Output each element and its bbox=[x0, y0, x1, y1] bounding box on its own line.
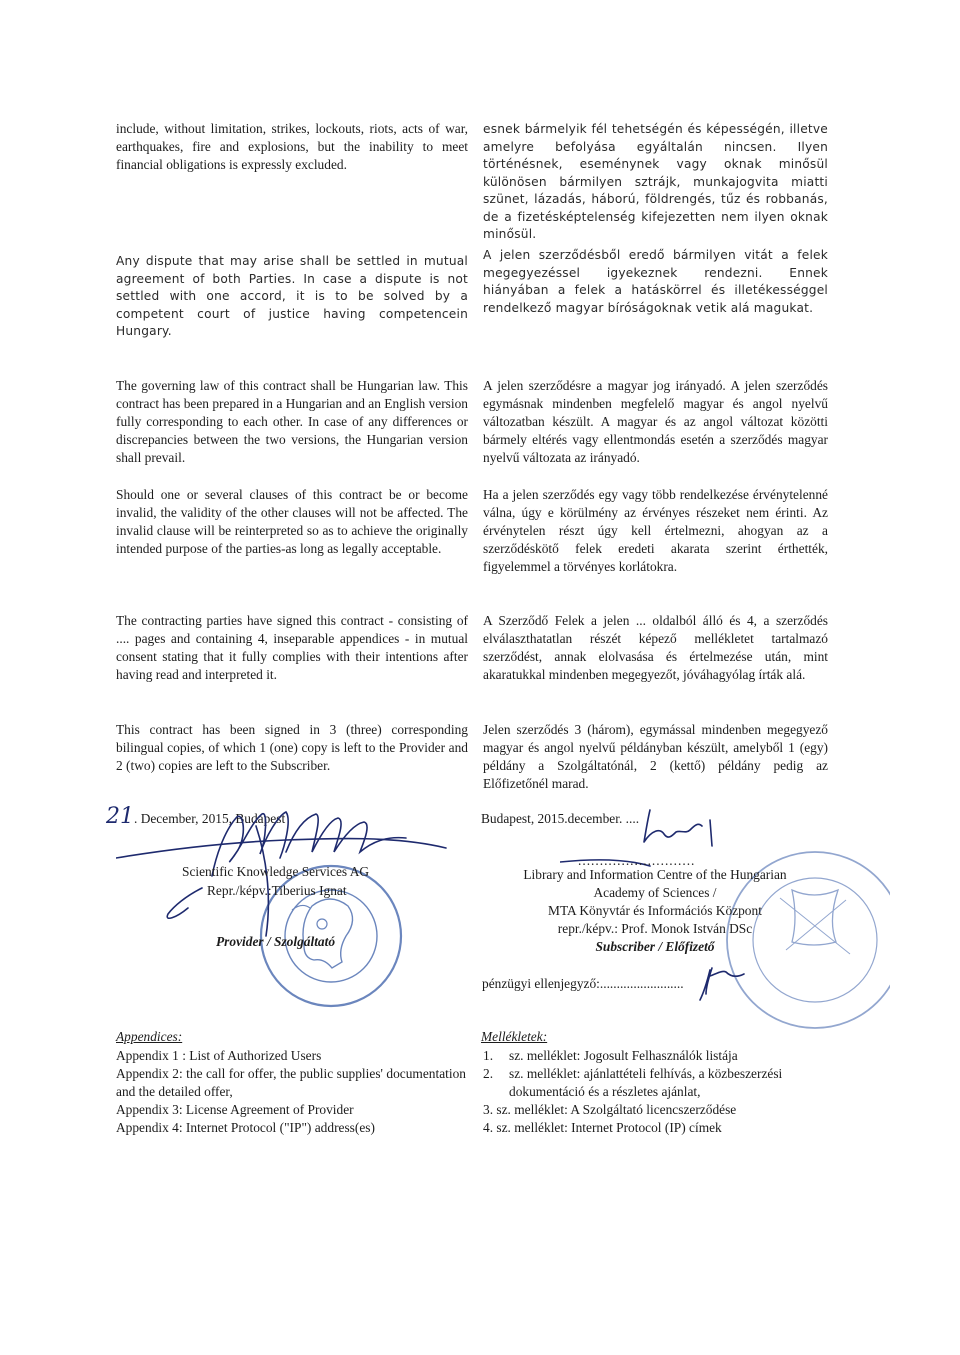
provider-representative: Repr./képv.:Tiberius Ignat bbox=[207, 883, 347, 898]
signing-clause-en: The contracting parties have signed this contract - consisting of .... pages and containing 4, inseparable appendices - in mutual consent stating that it fully complies with their intentions after having read and interpreted it. bbox=[116, 613, 468, 682]
subscriber-organization bbox=[482, 866, 828, 956]
appendix-hu-3: 3. sz. melléklet: A Szolgáltató licencszerződése bbox=[483, 1102, 737, 1117]
appendices-en-heading: Appendices: bbox=[116, 1029, 183, 1044]
subscriber-signature-dots: ........................... bbox=[578, 853, 696, 868]
governing-law-en: The governing law of this contract shall be Hungarian law. This contract has been prepared in a Hungarian and an English version fully corresponding to each other. In case of any differences or discrepancies between the two versions, the Hungarian version shall prevail. bbox=[116, 378, 468, 465]
appendix-hu-1: 1. sz. melléklet: Jogosult Felhasználók listája bbox=[483, 1048, 738, 1063]
subscriber-date-line: Budapest, 2015.december. .... bbox=[481, 811, 640, 826]
provider-role: Provider / Szolgáltató bbox=[216, 934, 336, 949]
subscriber-org-line3: MTA Könyvtár és Információs Központ bbox=[548, 903, 762, 918]
appendix-en-3: Appendix 3: License Agreement of Provider bbox=[116, 1102, 354, 1117]
severability-en: Should one or several clauses of this contract be or become invalid, the validity of the other clauses will not be affected. The invalid clause will be reinterpreted so as to achieve the originally intended purpose of the parties-as long as legally acceptable. bbox=[116, 487, 468, 556]
provider-stamp-and-signature bbox=[116, 796, 456, 1016]
subscriber-role: Subscriber / Előfizető bbox=[595, 939, 715, 954]
subscriber-org-line1: Library and Information Centre of the Hungarian bbox=[523, 867, 787, 882]
force-majeure-en: include, without limitation, strikes, lockouts, riots, acts of war, earthquakes, fire and explosions, but the inability to meet financial obligations is expressly excluded. bbox=[116, 121, 468, 172]
appendix-hu-2: 2. sz. melléklet: ajánlattételi felhívás, a közbeszerzési dokumentáció és a részletes ajánlat, bbox=[483, 1066, 783, 1099]
appendix-en-2: Appendix 2: the call for offer, the public supplies' documentation and the detailed offer, bbox=[116, 1066, 466, 1099]
copies-clause-en: This contract has been signed in 3 (three) corresponding bilingual copies, of which 1 (one) copy is left to the Provider and 2 (two) copies are left to the Subscriber. bbox=[116, 722, 468, 773]
signing-clause-hu: A Szerződő Felek a jelen ... oldalból álló és 4, a szerződés elválaszthatatlan részét képező mellékletet tartalmazó szerződést, annak elolvasása és értelmezése után, mint akaratukkal mindenben megegyezőt, jóváhagyólag írták alá. bbox=[483, 613, 828, 682]
appendices-en-list bbox=[116, 1047, 466, 1137]
provider-company: Scientific Knowledge Services AG bbox=[182, 864, 370, 879]
subscriber-org-line2: Academy of Sciences / bbox=[593, 885, 717, 900]
copies-clause-hu: Jelen szerződés 3 (három), egymással mindenben megegyező magyar és angol nyelvű példányban készült, amelyből 1 (egy) példány a Szolgáltatónál, 2 (kettő) példány pedig az Előfizetőnél marad. bbox=[483, 722, 828, 791]
dispute-clause-hu: A jelen szerződésből eredő bármilyen vitát a felek megegyezéssel igyekeznek rendezni. Ennek hiányában a felek a hatáskörrel és illetékességgel rendelkező magyar bíróságoknak vetik alá magukat. bbox=[483, 248, 828, 315]
appendix-en-4: Appendix 4: Internet Protocol ("IP") address(es) bbox=[116, 1120, 375, 1135]
appendix-hu-4: 4. sz. melléklet: Internet Protocol (IP) címek bbox=[483, 1120, 722, 1135]
appendices-hu-heading: Mellékletek: bbox=[481, 1029, 548, 1044]
subscriber-representative: repr./képv.: Prof. Monok István DSc bbox=[557, 921, 753, 936]
severability-hu: Ha a jelen szerződés egy vagy több rendelkezése érvénytelenné válna, úgy e körülmény az érvényes részeket nem érinti. Az érvénytelen részt úgy kell értelmezni, ahogyan az a szerződéskötő felek eredeti akarata szerint érthették, figyelemmel a törvényes korlátokra. bbox=[483, 487, 828, 574]
provider-date-line: . December, 2015, Budapest bbox=[134, 811, 286, 826]
handwritten-day: 21 bbox=[106, 804, 134, 829]
governing-law-hu: A jelen szerződésre a magyar jog irányadó. A jelen szerződés egymásnak mindenben megfelelő magyar és angol nyelvű változatban készült. A magyar és az angol változat közötti bármely eltérés vagy ellentmondás esetén a szerződés magyar nyelvű változata az irányadó. bbox=[483, 378, 828, 465]
finance-countersign-line: pénzügyi ellenjegyző:......................... bbox=[482, 976, 684, 991]
appendix-en-1: Appendix 1 : List of Authorized Users bbox=[116, 1048, 322, 1063]
dispute-clause-en: Any dispute that may arise shall be settled in mutual agreement of both Parties. In case a dispute is not settled with one accord, it is to be solved by a competent court of justice having competencein Hungary. bbox=[116, 254, 468, 338]
force-majeure-hu: esnek bármelyik fél tehetségén és képességén, illetve amelyre befolyása egyáltalán nincsen. Ilyen történésnek, eseménynek vagy oknak minősül különösen bármilyen sztrájk, munkajogvita miatti szünet, lázadás, háború, földrengés, tűz és robbanás, de a fizetésképtelenség kifejezetten nem ilyen oknak minősül. bbox=[483, 122, 828, 241]
appendices-hu-list bbox=[483, 1047, 828, 1137]
